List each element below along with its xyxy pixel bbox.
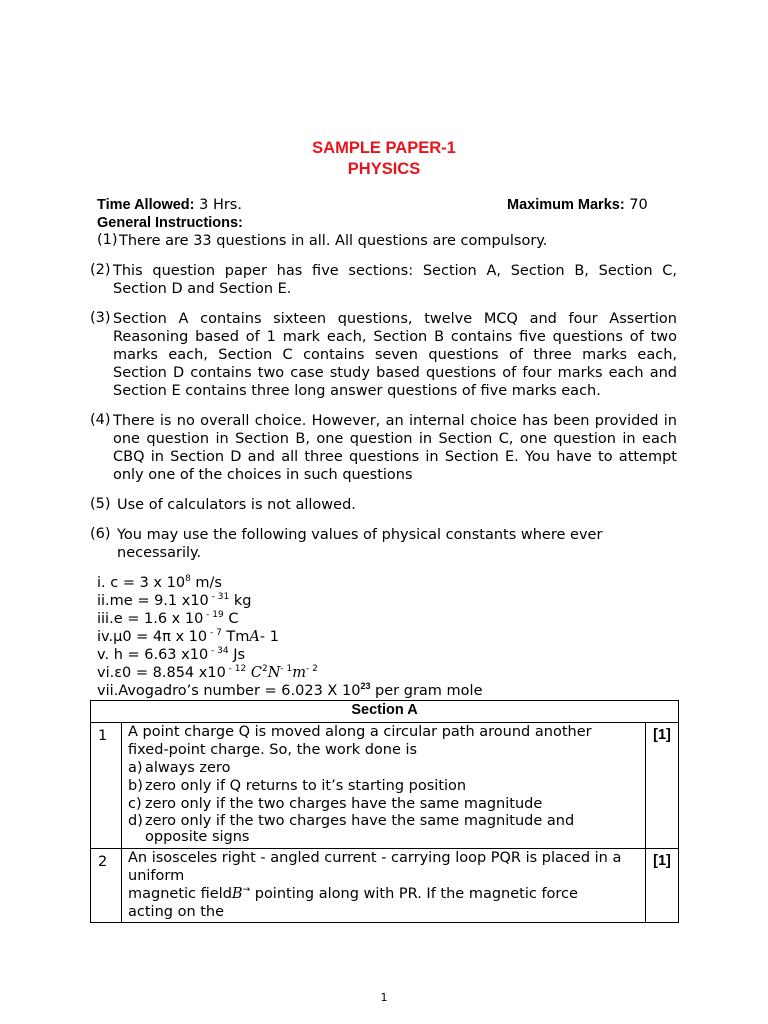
- constant-exponent: - 19: [203, 610, 224, 620]
- unit-metre: m: [292, 665, 306, 681]
- section-heading: Section A: [91, 701, 679, 723]
- unit-coulomb: C: [250, 665, 262, 681]
- question-row: [91, 723, 679, 849]
- option-label: a): [128, 760, 143, 776]
- question-marks: [1]: [646, 849, 679, 923]
- constant-expr: µ0 = 4π x 10: [113, 629, 208, 645]
- option-text: always zero: [145, 760, 231, 776]
- question-line: [128, 885, 639, 903]
- constant-number: ii.: [97, 593, 110, 609]
- unit-exponent: 2: [261, 664, 268, 674]
- constant-unit-symbol: A: [249, 629, 260, 645]
- instruction-number: (4): [90, 412, 111, 428]
- constant-number: vii.: [97, 683, 119, 699]
- instruction-text: You may use the following values of physical constants where ever necessarily.: [117, 527, 603, 561]
- question-line: fixed-point charge. So, the work done is: [128, 742, 418, 758]
- unit-newton: N: [267, 665, 281, 681]
- option-text: zero only if the two charges have the same magnitude and opposite signs: [145, 813, 575, 845]
- constant-speed-of-light: [97, 574, 222, 592]
- instruction-text: Section A contains sixteen questions, twelve MCQ and four Assertion Reasoning based of 1 mark each, Section B contains five questions of two marks each, Section C contains seven questions of three marks each, Section D contains two case study based questions of four marks each and Section E contains three long answer questions of five marks each.: [113, 311, 677, 399]
- constant-number: iii.: [97, 611, 114, 627]
- instruction-number: (5): [90, 496, 111, 512]
- instruction-number: (1): [97, 232, 118, 248]
- option-text: zero only if the two charges have the same magnitude: [145, 796, 543, 812]
- unit-exponent: - 2: [305, 664, 318, 674]
- question-text: [122, 849, 646, 923]
- constant-planck: [97, 646, 245, 664]
- question-line: acting on the: [128, 904, 225, 920]
- option-b: [128, 777, 639, 795]
- constant-exponent: - 7: [207, 628, 222, 638]
- option-label: c): [128, 796, 142, 812]
- instruction-number: (3): [90, 310, 111, 326]
- constant-number: i.: [97, 575, 106, 591]
- option-d: [128, 813, 639, 845]
- constant-unit: C: [223, 611, 239, 627]
- option-text: zero only if Q returns to it’s starting position: [145, 778, 467, 794]
- constant-expr: me = 9.1 x10: [109, 593, 209, 609]
- question-line: An isosceles right - angled current - carrying loop PQR is placed in a: [128, 850, 622, 866]
- question-line: uniform: [128, 868, 185, 884]
- instructions-heading: General Instructions:: [97, 215, 243, 231]
- option-label: b): [128, 778, 143, 794]
- time-label: Time Allowed:: [97, 197, 195, 213]
- marks-label: Maximum Marks:: [507, 197, 625, 213]
- option-a: [128, 759, 639, 777]
- instruction-number: (2): [90, 262, 111, 278]
- constant-exponent: 23: [360, 681, 371, 691]
- time-value: 3 Hrs.: [199, 197, 242, 213]
- constant-electron-mass: [97, 592, 251, 610]
- marks-value: 70: [629, 197, 648, 213]
- constant-exponent: - 31: [208, 592, 230, 602]
- constant-permittivity: [97, 664, 318, 682]
- constant-expr: c = 3 x 10: [110, 575, 186, 591]
- paper-title: SAMPLE PAPER-1: [312, 139, 456, 157]
- question-number: 1: [91, 723, 122, 849]
- maximum-marks: [507, 197, 648, 213]
- constant-expr: ε0 = 8.854 x10: [114, 665, 226, 681]
- question-text: [122, 723, 646, 849]
- vector-arrow: →: [242, 885, 251, 895]
- constant-expr: Avogadro’s number = 6.023 X 10: [118, 683, 361, 699]
- constant-unit: Tm: [221, 629, 250, 645]
- question-line: A point charge Q is moved along a circular path around another: [128, 724, 592, 740]
- constant-unit: per gram mole: [370, 683, 483, 699]
- constant-exponent: - 12: [225, 664, 247, 674]
- page-number: 1: [380, 991, 388, 1004]
- section-header-row: [91, 701, 679, 723]
- instruction-number: (6): [90, 526, 111, 542]
- section-a-table: [90, 700, 679, 923]
- constant-permeability: [97, 628, 279, 646]
- constant-avogadro: [97, 682, 483, 700]
- constant-unit: m/s: [190, 575, 222, 591]
- option-c: [128, 795, 639, 813]
- question-fragment: pointing along with PR. If the magnetic force: [250, 886, 578, 902]
- question-fragment: magnetic field: [128, 886, 232, 902]
- time-allowed: [97, 197, 242, 213]
- constant-unit: kg: [229, 593, 252, 609]
- constant-electron-charge: [97, 610, 238, 628]
- question-row: [91, 849, 679, 923]
- unit-exponent: - 1: [280, 664, 293, 674]
- constant-exponent: - 34: [208, 646, 229, 656]
- constant-expr: h = 6.63 x10: [113, 647, 209, 663]
- constant-number: vi.: [97, 665, 115, 681]
- instruction-text: This question paper has five sections: Section A, Section B, Section C, Section D and Section E.: [113, 263, 677, 297]
- instruction-text: Use of calculators is not allowed.: [117, 497, 356, 513]
- constant-unit-exponent: - 1: [259, 629, 279, 645]
- instruction-text: There is no overall choice. However, an internal choice has been provided in one question in Section B, one question in Section C, one question in each CBQ in Section D and all three questions in Section E. You have to attempt only one of the choices in such questions: [113, 413, 677, 483]
- question-marks: [1]: [646, 723, 679, 849]
- constant-exponent: 8: [185, 574, 191, 584]
- paper-subject: PHYSICS: [347, 160, 421, 178]
- instruction-text: There are 33 questions in all. All questions are compulsory.: [119, 233, 548, 249]
- constant-number: iv.: [97, 629, 114, 645]
- constant-number: v.: [97, 647, 110, 663]
- option-label: d): [128, 813, 143, 829]
- question-number: 2: [91, 849, 122, 923]
- vector-symbol: B: [231, 886, 243, 902]
- constant-unit: Js: [228, 647, 246, 663]
- constant-expr: e = 1.6 x 10: [113, 611, 204, 627]
